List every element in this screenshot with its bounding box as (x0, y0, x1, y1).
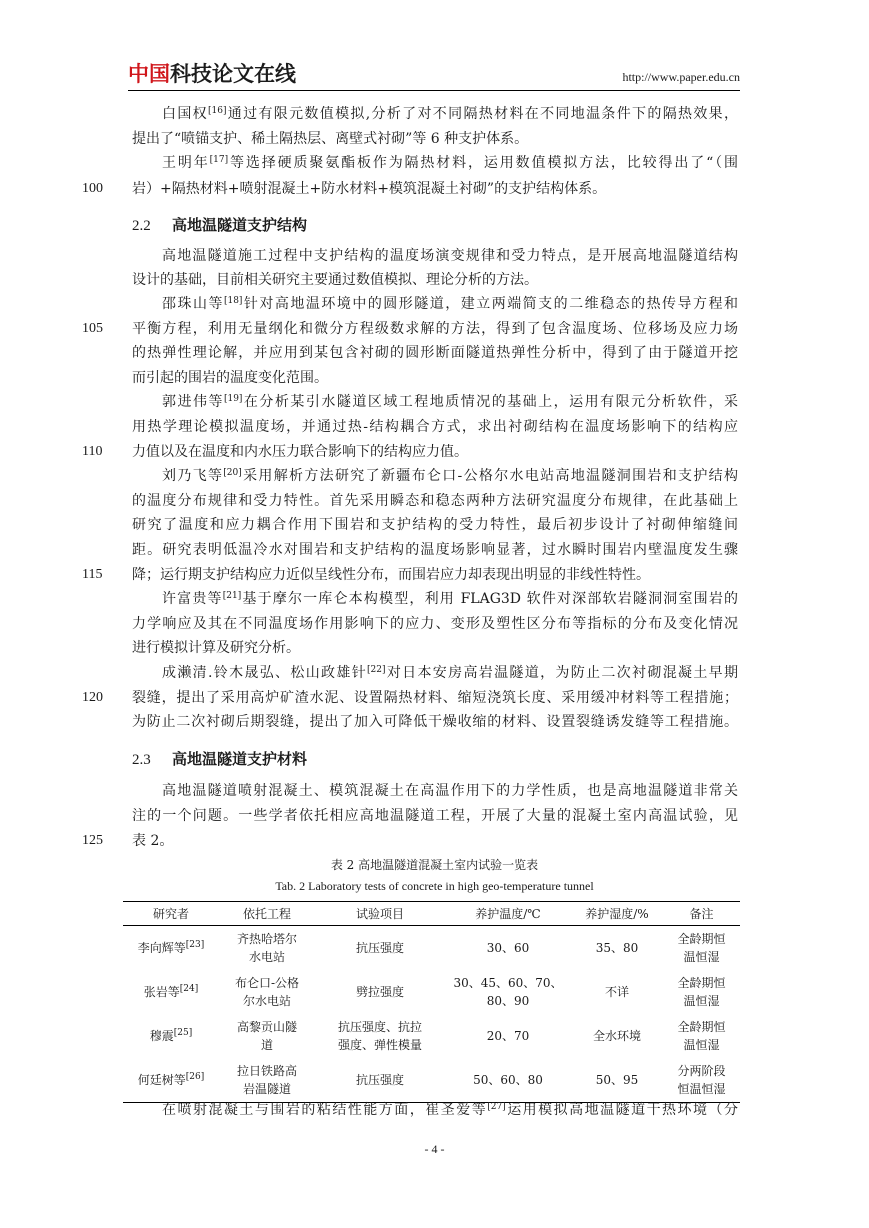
column-header: 研究者 (123, 902, 219, 926)
citation-ref[interactable]: [20] (223, 468, 242, 478)
temperature-cell: 20、70 (486, 1029, 530, 1043)
text-line: 距。研究表明低温冷水对围岩和支护结构的温度场影响显著，过水瞬时围岩内壁温度发生骤 (132, 542, 738, 558)
citation-ref[interactable]: [17] (209, 155, 229, 165)
humidity-cell: 不详 (604, 985, 629, 999)
temperature-cell: 50、60、80 (473, 1073, 543, 1087)
text-line: 的热弹性理论解，并应用到某包含衬砌的圆形断面隧道热弹性分析中，得到了由于隧道开挖 (132, 345, 738, 361)
line-number: 125 (82, 833, 103, 848)
text-line: 进行模拟计算及研究分析。 (132, 640, 300, 656)
citation-ref[interactable]: [23] (185, 940, 205, 950)
humidity-cell: 50、95 (595, 1073, 639, 1087)
line-number: 115 (82, 567, 103, 582)
citation-ref[interactable]: [19] (223, 394, 243, 404)
researcher-cell: 张岩等[24] (143, 984, 199, 999)
project-cell: 高黎贡山隧 道 (236, 1020, 297, 1052)
researcher-cell: 穆震[25] (149, 1028, 193, 1043)
citation-ref[interactable]: [16] (207, 106, 227, 116)
text-line: 白国权[16]通过有限元数值模拟,分析了对不同隔热材料在不同地温条件下的隔热效果， (162, 106, 739, 122)
column-header: 备注 (663, 902, 740, 926)
text-line: 高地温隧道喷射混凝土、模筑混凝土在高温作用下的力学性质，也是高地温隧道非常关 (162, 783, 738, 799)
page-number: - 4 - (424, 1142, 445, 1156)
column-header: 依托工程 (219, 902, 315, 926)
test-cell: 抗压强度 (355, 1073, 404, 1087)
citation-ref[interactable]: [24] (179, 984, 199, 994)
text-line: 为防止二次衬砌后期裂缝，提出了加入可降低干燥收缩的材料、设置裂缝诱发缝等工程措施。 (132, 714, 738, 730)
text-line: 邵珠山等[18]针对高地温环境中的圆形隧道，建立两端简支的二维稳态的热传导方程和 (162, 296, 739, 312)
text-line: 许富贵等[21]基于摩尔一库仑本构模型，利用 FLAG3D 软件对深部软岩隧洞洞室围岩的 (162, 591, 738, 607)
text-line: 裂缝，提出了采用高炉矿渣水泥、设置隔热材料、缩短浇筑长度、采用缓冲材料等工程措施； (132, 690, 738, 706)
table-row (123, 1058, 740, 1103)
citation-ref[interactable]: [18] (223, 296, 243, 306)
text-line: 用热学理论模拟温度场，并通过热-结构耦合方式，求出衬砌结构在温度场影响下的结构应 (132, 419, 738, 435)
table-row (123, 970, 740, 1014)
header-rule (128, 90, 740, 91)
text-line: 降；运行期支护结构应力近似呈线性分布，而围岩应力却表现出明显的非线性特性。 (132, 567, 650, 583)
test-cell: 劈拉强度 (355, 985, 404, 999)
humidity-cell: 全水环境 (592, 1029, 641, 1043)
text-line: 表 2。 (132, 833, 174, 849)
text-line: 刘乃飞等[20]采用解析方法研究了新疆布仑口-公格尔水电站高地温隧洞围岩和支护结构 (162, 468, 739, 484)
text-line: 研究了温度和应力耦合作用下围岩和支护结构的受力特性，最后初步设计了衬砌伸缩缝间 (132, 517, 738, 533)
line-number: 110 (82, 444, 103, 459)
text-line: 郭进伟等[19]在分析某引水隧道区域工程地质情况的基础上，运用有限元分析软件，采 (162, 394, 739, 410)
column-header: 试验项目 (315, 902, 445, 926)
table-header-row (123, 902, 740, 926)
line-number: 105 (82, 321, 103, 336)
citation-ref[interactable]: [26] (185, 1072, 205, 1082)
text-line: 力学响应及其在不同温度场作用影响下的应力、变形及塑性区分布等指标的分布及变化情况 (132, 616, 738, 632)
project-cell: 布仑口-公格 尔水电站 (234, 976, 300, 1008)
column-header: 养护温度/℃ (445, 902, 571, 926)
page-header (128, 60, 740, 90)
section-heading: 2.3 高地温隧道支护材料 (132, 750, 308, 768)
table-row (123, 926, 740, 971)
citation-ref[interactable]: [22] (367, 665, 386, 675)
table-row (123, 1014, 740, 1058)
researcher-cell: 李向辉等[23] (137, 940, 205, 955)
note-cell: 分两阶段 恒温恒湿 (677, 1064, 726, 1096)
text-line: 在喷射混凝土与围岩的粘结性能方面，崔圣爱等[27]运用模拟高地温隧道干热环境（分 (162, 1102, 739, 1118)
temperature-cell: 30、45、60、70、 80、90 (453, 976, 563, 1008)
note-cell: 全龄期恒 温恒湿 (677, 932, 726, 964)
header-url[interactable]: http://www.paper.edu.cn (622, 70, 740, 84)
citation-ref[interactable]: [25] (173, 1028, 193, 1038)
line-number: 100 (82, 181, 103, 196)
text-line: 平衡方程，利用无量纲化和微分方程级数求解的方法，得到了包含温度场、位移场及应力场 (132, 321, 738, 337)
table-caption-cn: 表 2 高地温隧道混凝土室内试验一览表 (330, 858, 539, 872)
logo-red-text: 中国 (128, 62, 170, 86)
text-line: 提出了“喷锚支护、稀土隔热层、离壁式衬砌”等 6 种支护体系。 (132, 131, 529, 147)
researcher-cell: 何廷树等[26] (137, 1072, 205, 1087)
table-caption-en: Tab. 2 Laboratory tests of concrete in high geo-temperature tunnel (275, 879, 594, 893)
section-heading: 2.2 高地温隧道支护结构 (132, 216, 308, 234)
text-line: 王明年[17]等选择硬质聚氨酯板作为隔热材料，运用数值模拟方法，比较得出了“（围 (162, 155, 739, 171)
text-line: 而引起的围岩的温度变化范围。 (132, 370, 328, 386)
note-cell: 全龄期恒 温恒湿 (677, 1020, 726, 1052)
text-line: 设计的基础，目前相关研究主要通过数值模拟、理论分析的方法。 (132, 272, 538, 288)
text-line: 力值以及在温度和内水压力联合影响下的结构应力值。 (132, 444, 468, 460)
citation-ref[interactable]: [27] (487, 1102, 506, 1112)
project-cell: 齐热哈塔尔 水电站 (236, 932, 297, 964)
note-cell: 全龄期恒 温恒湿 (677, 976, 726, 1008)
test-cell: 抗压强度、抗拉 强度、弹性模量 (337, 1020, 422, 1052)
logo-dark-text: 科技论文在线 (170, 62, 296, 86)
text-line: 注的一个问题。一些学者依托相应高地温隧道工程，开展了大量的混凝土室内高温试验，见 (132, 808, 738, 824)
column-header: 养护湿度/% (571, 902, 663, 926)
humidity-cell: 35、80 (595, 941, 639, 955)
temperature-cell: 30、60 (486, 941, 530, 955)
project-cell: 拉日铁路高 岩温隧道 (236, 1064, 297, 1096)
line-number: 120 (82, 690, 103, 705)
citation-ref[interactable]: [21] (222, 591, 242, 601)
concrete-tests-table (123, 901, 740, 1103)
text-line: 岩）+隔热材料+喷射混凝土+防水材料+模筑混凝土衬砌”的支护结构体系。 (132, 181, 607, 197)
site-logo[interactable] (128, 62, 296, 86)
test-cell: 抗压强度 (355, 941, 404, 955)
text-line: 成濑清.铃木晟弘、松山政雄针[22]对日本安房高岩温隧道，为防止二次衬砌混凝土早期 (162, 665, 738, 681)
text-line: 高地温隧道施工过程中支护结构的温度场演变规律和受力特点，是开展高地温隧道结构 (162, 248, 738, 264)
text-line: 的温度分布规律和受力特性。首先采用瞬态和稳态两种方法研究温度分布规律，在此基础上 (132, 493, 738, 509)
